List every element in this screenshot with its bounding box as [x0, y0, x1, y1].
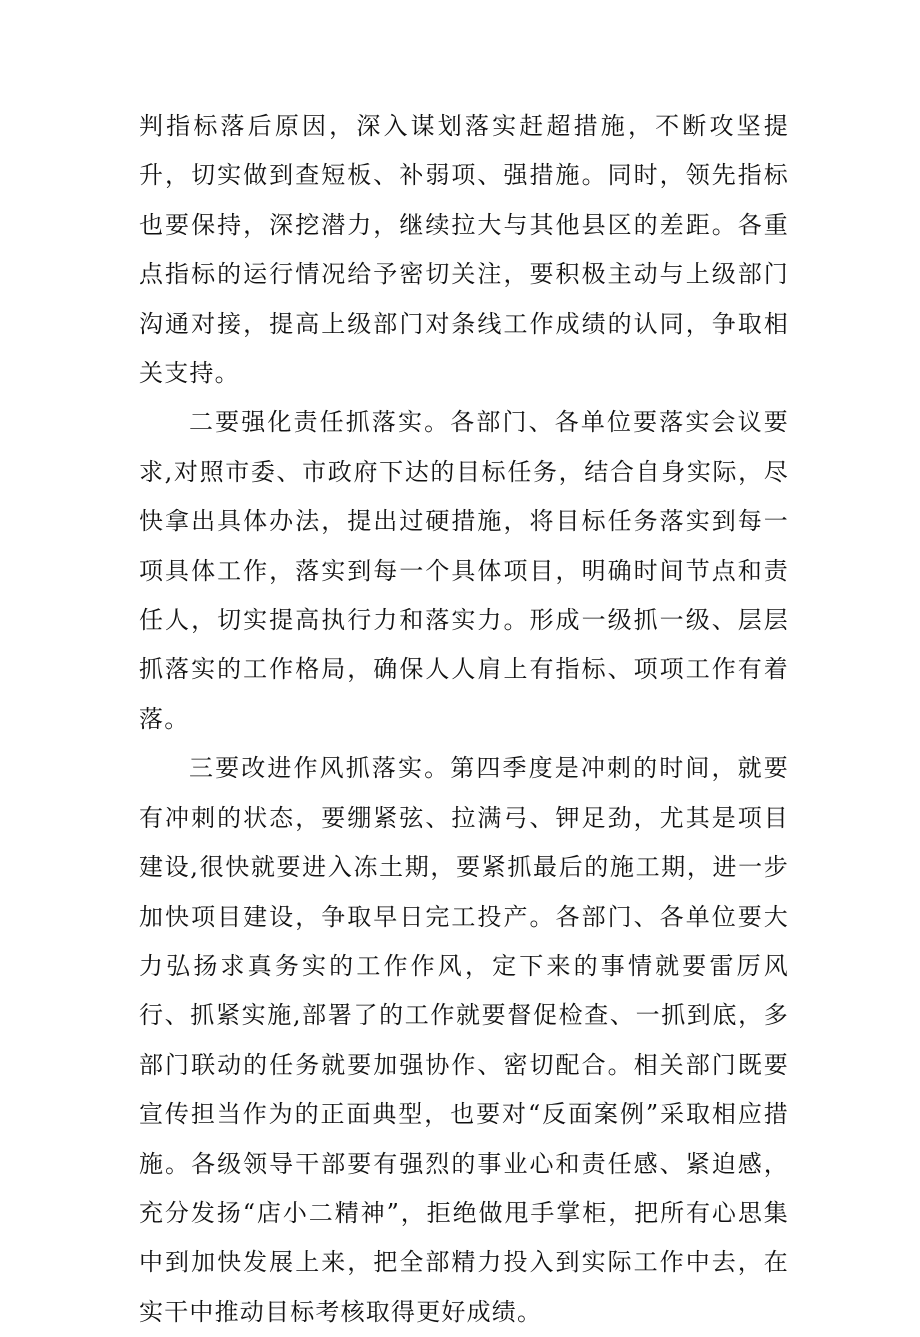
document-body: [139, 102, 789, 1337]
paragraph-responsibility: 二要强化责任抓落实。各部门、各单位要落实会议要求,对照市委、市政府下达的目标任务，结合自身实际，尽快拿出具体办法，提出过硬措施，将目标任务落实到每一项具体工作，落实到每一个具体项目，明确时间节点和责任人，切实提高执行力和落实力。形成一级抓一级、层层抓落实的工作格局，确保人人肩上有指标、项项工作有着落。: [139, 408, 789, 733]
paragraph-work-style: 三要改进作风抓落实。第四季度是冲刺的时间，就要有冲刺的状态，要绷紧弦、拉满弓、钾足劲，尤其是项目建设,很快就要进入冻土期，要紧抓最后的施工期，进一步加快项目建设，争取早日完工投产。各部门、各单位要大力弘扬求真务实的工作作风，定下来的事情就要雷厉风行、抓紧实施,部署了的工作就要督促检查、一抓到底，多部门联动的任务就要加强协作、密切配合。相关部门既要宣传担当作为的正面典型，也要对“反面案例”采取相应措施。各级领导干部要有强烈的事业心和责任感、紧迫感，充分发扬“店小二精神”，拒绝做甩手掌柜，把所有心思集中到加快发展上来，把全部精力投入到实际工作中去，在实干中推动目标考核取得更好成绩。: [139, 754, 789, 1326]
paragraph-continuation: 判指标落后原因，深入谋划落实赶超措施，不断攻坚提升，切实做到查短板、补弱项、强措施。同时，领先指标也要保持，深挖潜力，继续拉大与其他县区的差距。各重点指标的运行情况给予密切关注，要积极主动与上级部门沟通对接，提高上级部门对条线工作成绩的认同，争取相关支持。: [139, 112, 789, 388]
